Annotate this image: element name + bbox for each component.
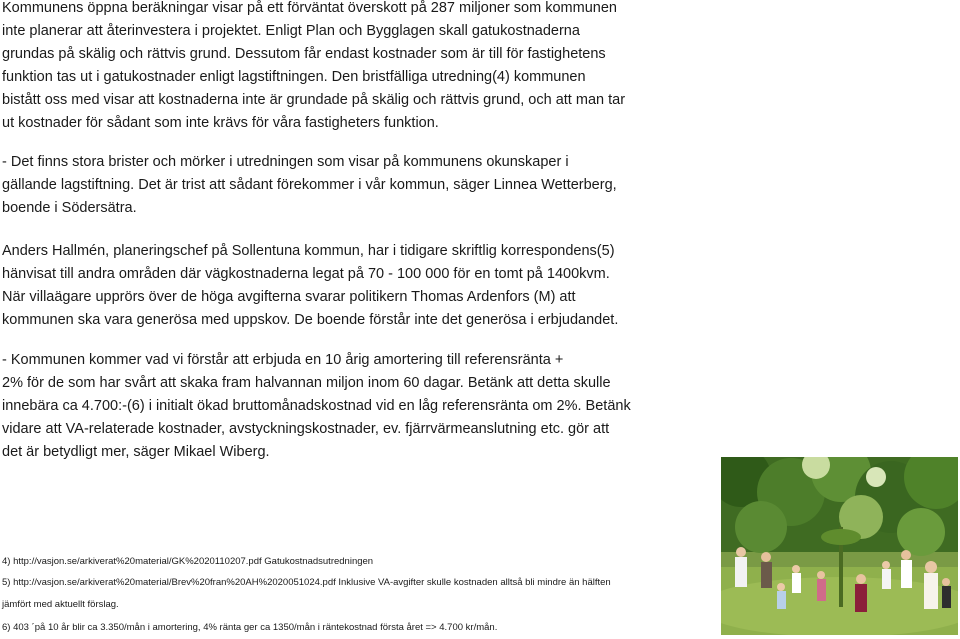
paragraph-quote-wiberg [2, 349, 652, 464]
summer-gathering-photo [721, 457, 958, 635]
text-line: 2% för de som har svårt att skaka fram halvannan miljon inom 60 dagar. Betänk att detta skulle [2, 375, 611, 391]
text-line: vidare att VA-relaterade kostnader, avstyckningskostnader, ev. fjärrvärmeanslutning etc. gör att [2, 421, 610, 437]
text-line: det är betydligt mer, säger Mikael Wiberg. [2, 444, 270, 460]
text-line: - Kommunen kommer vad vi förstår att erbjuda en 10 årig amortering till referensränta + [2, 352, 564, 368]
text-line: När villaägare upprörs över de höga avgifterna svarar politikern Thomas Ardenfors (M) att [2, 289, 576, 305]
text-line: inte planerar att återinvestera i projektet. Enligt Plan och Bygglagen skall gatukostnaderna [2, 23, 580, 39]
footnote-4: 4) http://vasjon.se/arkiverat%20material/GK%2020110207.pdf Gatukostnadsutredningen [2, 556, 374, 567]
paragraph-quote-wetterberg [2, 151, 652, 220]
footnote-5-cont: jämfört med aktuellt förslag. [2, 599, 119, 610]
footnote-5: 5) http://vasjon.se/arkiverat%20material/Brev%20fran%20AH%2020051024.pdf Inklusive VA-avgifter skulle kostnaden alltså bli mindre än hälften [2, 577, 611, 588]
text-line: gällande lagstiftning. Det är trist att sådant förekommer i vår kommun, säger Linnea Wetterberg, [2, 177, 617, 193]
text-line: hänvisat till andra områden där vägkostnaderna legat på 70 - 100 000 för en tomt på 1400kvm. [2, 266, 610, 282]
text-line: innebära ca 4.700:-(6) i initialt ökad bruttomånadskostnad vid en låg referensränta om 2%. Betänk [2, 398, 631, 414]
text-line: grundas på skälig och rättvis grund. Dessutom får endast kostnader som är till för fastighetens [2, 46, 606, 62]
text-line: funktion tas ut i gatukostnader enligt lagstiftningen. Den bristfälliga utredning(4) kommunen [2, 69, 586, 85]
paragraph-hallmen [2, 240, 652, 332]
text-line: ut kostnader för sådant som inte krävs för våra fastigheters funktion. [2, 115, 439, 131]
paragraph-overskott [2, 0, 652, 135]
text-line: Anders Hallmén, planeringschef på Sollentuna kommun, har i tidigare skriftlig korrespondens(5) [2, 243, 615, 259]
text-line: Kommunens öppna beräkningar visar på ett förväntat överskott på 287 miljoner som kommunen [2, 0, 617, 16]
photo-illustration [721, 457, 958, 635]
text-line: kommunen ska vara generösa med uppskov. De boende förstår inte det generösa i erbjudandet. [2, 312, 619, 328]
footnote-6: 6) 403 ´på 10 år blir ca 3.350/mån i amortering, 4% ränta ger ca 1350/mån i räntekostnad första året => 4.700 kr/mån. [2, 622, 498, 633]
text-line: - Det finns stora brister och mörker i utredningen som visar på kommunens okunskaper i [2, 154, 569, 170]
text-line: bistått oss med visar att kostnaderna inte är grundade på skälig och rättvis grund, och att man tar [2, 92, 626, 108]
text-line: boende i Södersätra. [2, 200, 137, 216]
